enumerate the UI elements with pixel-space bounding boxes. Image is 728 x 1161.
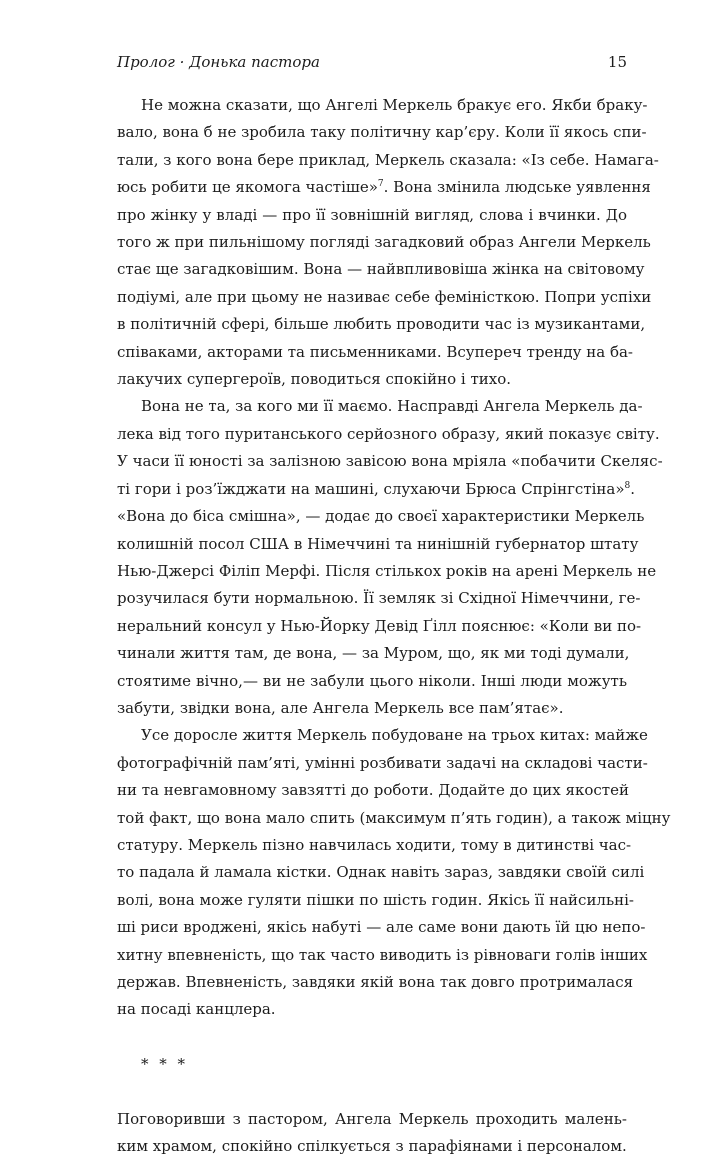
text-line: Вона не та, за кого ми її маємо. Насправді Ангела Меркель да- xyxy=(141,397,643,416)
text-line: лакучих супергероїв, поводиться спокійно і тихо. xyxy=(117,370,512,389)
text-line: ким храмом, спокійно спілкується з парафіянами і персоналом. xyxy=(117,1137,627,1156)
text-line: чинали життя там, де вона, — за Муром, що, як ми тоді думали, xyxy=(117,644,630,663)
paragraph xyxy=(117,92,659,393)
text-line: держав. Впевненість, завдяки якій вона так довго протрималася xyxy=(117,973,634,991)
text-line: на посаді канцлера. xyxy=(117,1000,276,1019)
text-line: вало, вона б не зробила таку політичну кар’єру. Коли її якось спи- xyxy=(117,123,647,142)
text-line: розучилася бути нормальною. Її земляк зі Східної Німеччини, ге- xyxy=(117,589,641,608)
text-line: колишній посол США в Німеччині та нинішній губернатор штату xyxy=(117,534,639,553)
text-line: ші риси вроджені, якісь набуті — але саме вони дають їй цю непо- xyxy=(117,918,646,937)
text-line: тали, з кого вона бере приклад, Меркель сказала: «Із себе. Намага- xyxy=(117,150,659,169)
text-line: волі, вона може гуляти пішки по шість годин. Якісь її найсильні- xyxy=(117,890,634,909)
text-line: Не можна сказати, що Ангелі Меркель бракує его. Якби браку- xyxy=(141,96,648,114)
text-line: Усе доросле життя Меркель побудоване на трьох китах: майже xyxy=(141,726,648,745)
text-line: стоятиме вічно,— ви не забули цього ніколи. Інші люди можуть xyxy=(117,671,627,690)
text-line: забути, звідки вона, але Ангела Меркель все пам’ятає». xyxy=(117,698,564,717)
text-line: стає ще загадковішим. Вона — найвпливовіша жінка на світовому xyxy=(117,260,645,279)
paragraph xyxy=(117,393,663,722)
chapter-title: Пролог · Донька пастора xyxy=(117,53,320,71)
paragraph xyxy=(117,722,671,1023)
text-line: подіумі, але при цьому не називає себе феміністкою. Попри успіхи xyxy=(117,287,652,306)
text-line: неральний консул у Нью-Йорку Девід Ґілл пояснює: «Коли ви по- xyxy=(117,616,642,635)
page-number: 15 xyxy=(607,53,627,71)
paragraph xyxy=(117,1106,627,1161)
body-text xyxy=(117,92,671,1161)
spacer xyxy=(117,1024,627,1051)
text-line: той факт, що вона мало спить (максимум п’ять годин), а також міцну xyxy=(117,808,671,827)
text-line: Поговоривши з пастором, Ангела Меркель проходить малень- xyxy=(117,1110,627,1128)
text-line: ті гори і роз’їжджати на машині, слухаючи Брюса Спрінгстіна»$^8$. xyxy=(117,479,636,498)
section-break: * * * xyxy=(141,1055,189,1074)
text-line: хитну впевненість, що так часто виводить із рівноваги голів інших xyxy=(117,945,648,964)
footnote-marker: 7 xyxy=(377,179,384,190)
text-line: лека від того пуританського серйозного образу, який показує світу. xyxy=(117,424,660,443)
text-line: в політичній сфері, більше любить проводити час із музикантами, xyxy=(117,315,646,334)
footnote-marker: 8 xyxy=(624,480,631,491)
text-line: статуру. Меркель пізно навчилась ходити, тому в дитинстві час- xyxy=(117,835,632,854)
text-line: Нью-Джерсі Філіп Мерфі. Після стількох років на арені Меркель не xyxy=(117,561,657,580)
running-head xyxy=(117,52,627,72)
text-line: того ж при пильнішому погляді загадковий образ Ангели Меркель xyxy=(117,233,651,252)
text-line: У часи її юності за залізною завісою вона мріяла «побачити Скеляс- xyxy=(117,452,663,471)
text-line: про жінку у владі — про її зовнішній вигляд, слова і вчинки. До xyxy=(117,205,627,224)
text-line: «Вона до біса смішна», — додає до своєї характеристики Меркель xyxy=(117,507,645,526)
text-line: ни та невгамовному завзятті до роботи. Додайте до цих якостей xyxy=(117,781,629,800)
text-line: фотографічній пам’яті, умінні розбивати задачі на складові части- xyxy=(117,753,648,772)
text-line: юсь робити це якомога частіше»$^7$. Вона змінила людське уявлення xyxy=(117,178,651,197)
text-line: то падала й ламала кістки. Однак навіть зараз, завдяки своїй силі xyxy=(117,863,645,882)
spacer xyxy=(117,1079,627,1106)
text-line: співаками, акторами та письменниками. Всупереч тренду на ба- xyxy=(117,342,633,361)
